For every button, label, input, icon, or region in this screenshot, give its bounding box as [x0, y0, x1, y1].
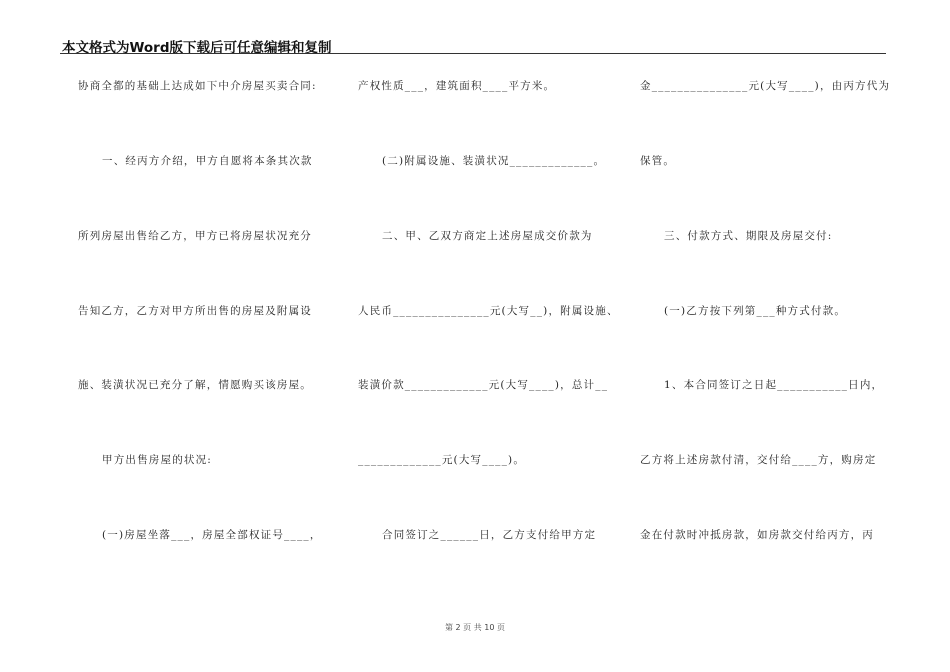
text-line: 1、本合同签订之日起___________日内， [664, 379, 884, 391]
text-line: 协商全都的基础上达成如下中介房屋买卖合同: [78, 80, 317, 92]
text-line: 甲方出售房屋的状况: [102, 454, 213, 466]
text-line: 金在付款时冲抵房款，如房款交付给丙方，丙 [640, 529, 874, 541]
text-line: 保管。 [640, 155, 676, 167]
text-line: 乙方将上述房款付清，交付给____方，购房定 [640, 454, 877, 466]
text-line: 三、付款方式、期限及房屋交付: [664, 230, 833, 242]
text-line: (一)房屋坐落___，房屋全部权证号____， [102, 529, 322, 541]
text-line: 所列房屋出售给乙方，甲方已将房屋状况充分 [78, 230, 312, 242]
text-line: (一)乙方按下列第___种方式付款。 [664, 305, 847, 317]
text-line: 装潢价款_____________元(大写____)，总计__ [358, 379, 609, 391]
page-number-footer: 第 2 页 共 10 页 [445, 623, 505, 632]
text-line: (二)附属设施、装潢状况_____________。 [382, 155, 606, 167]
text-line: 产权性质___，建筑面积____平方米。 [358, 80, 556, 92]
text-line: 施、装潢状况已充分了解，情愿购买该房屋。 [78, 379, 312, 391]
text-line: 金_______________元(大写____)，由丙方代为 [640, 80, 891, 92]
text-line: 二、甲、乙双方商定上述房屋成交价款为 [382, 230, 593, 242]
text-line: 一、经丙方介绍，甲方自愿将本条其次款 [102, 155, 313, 167]
text-line: 告知乙方，乙方对甲方所出售的房屋及附属设 [78, 305, 312, 317]
header-divider [60, 53, 886, 54]
text-line: _____________元(大写____)。 [358, 454, 526, 466]
text-line: 人民币_______________元(大写__)，附属设施、 [358, 305, 619, 317]
document-header-title: 本文格式为Word版下载后可任意编辑和复制 [62, 40, 332, 56]
text-line: 合同签订之______日，乙方支付给甲方定 [382, 529, 597, 541]
